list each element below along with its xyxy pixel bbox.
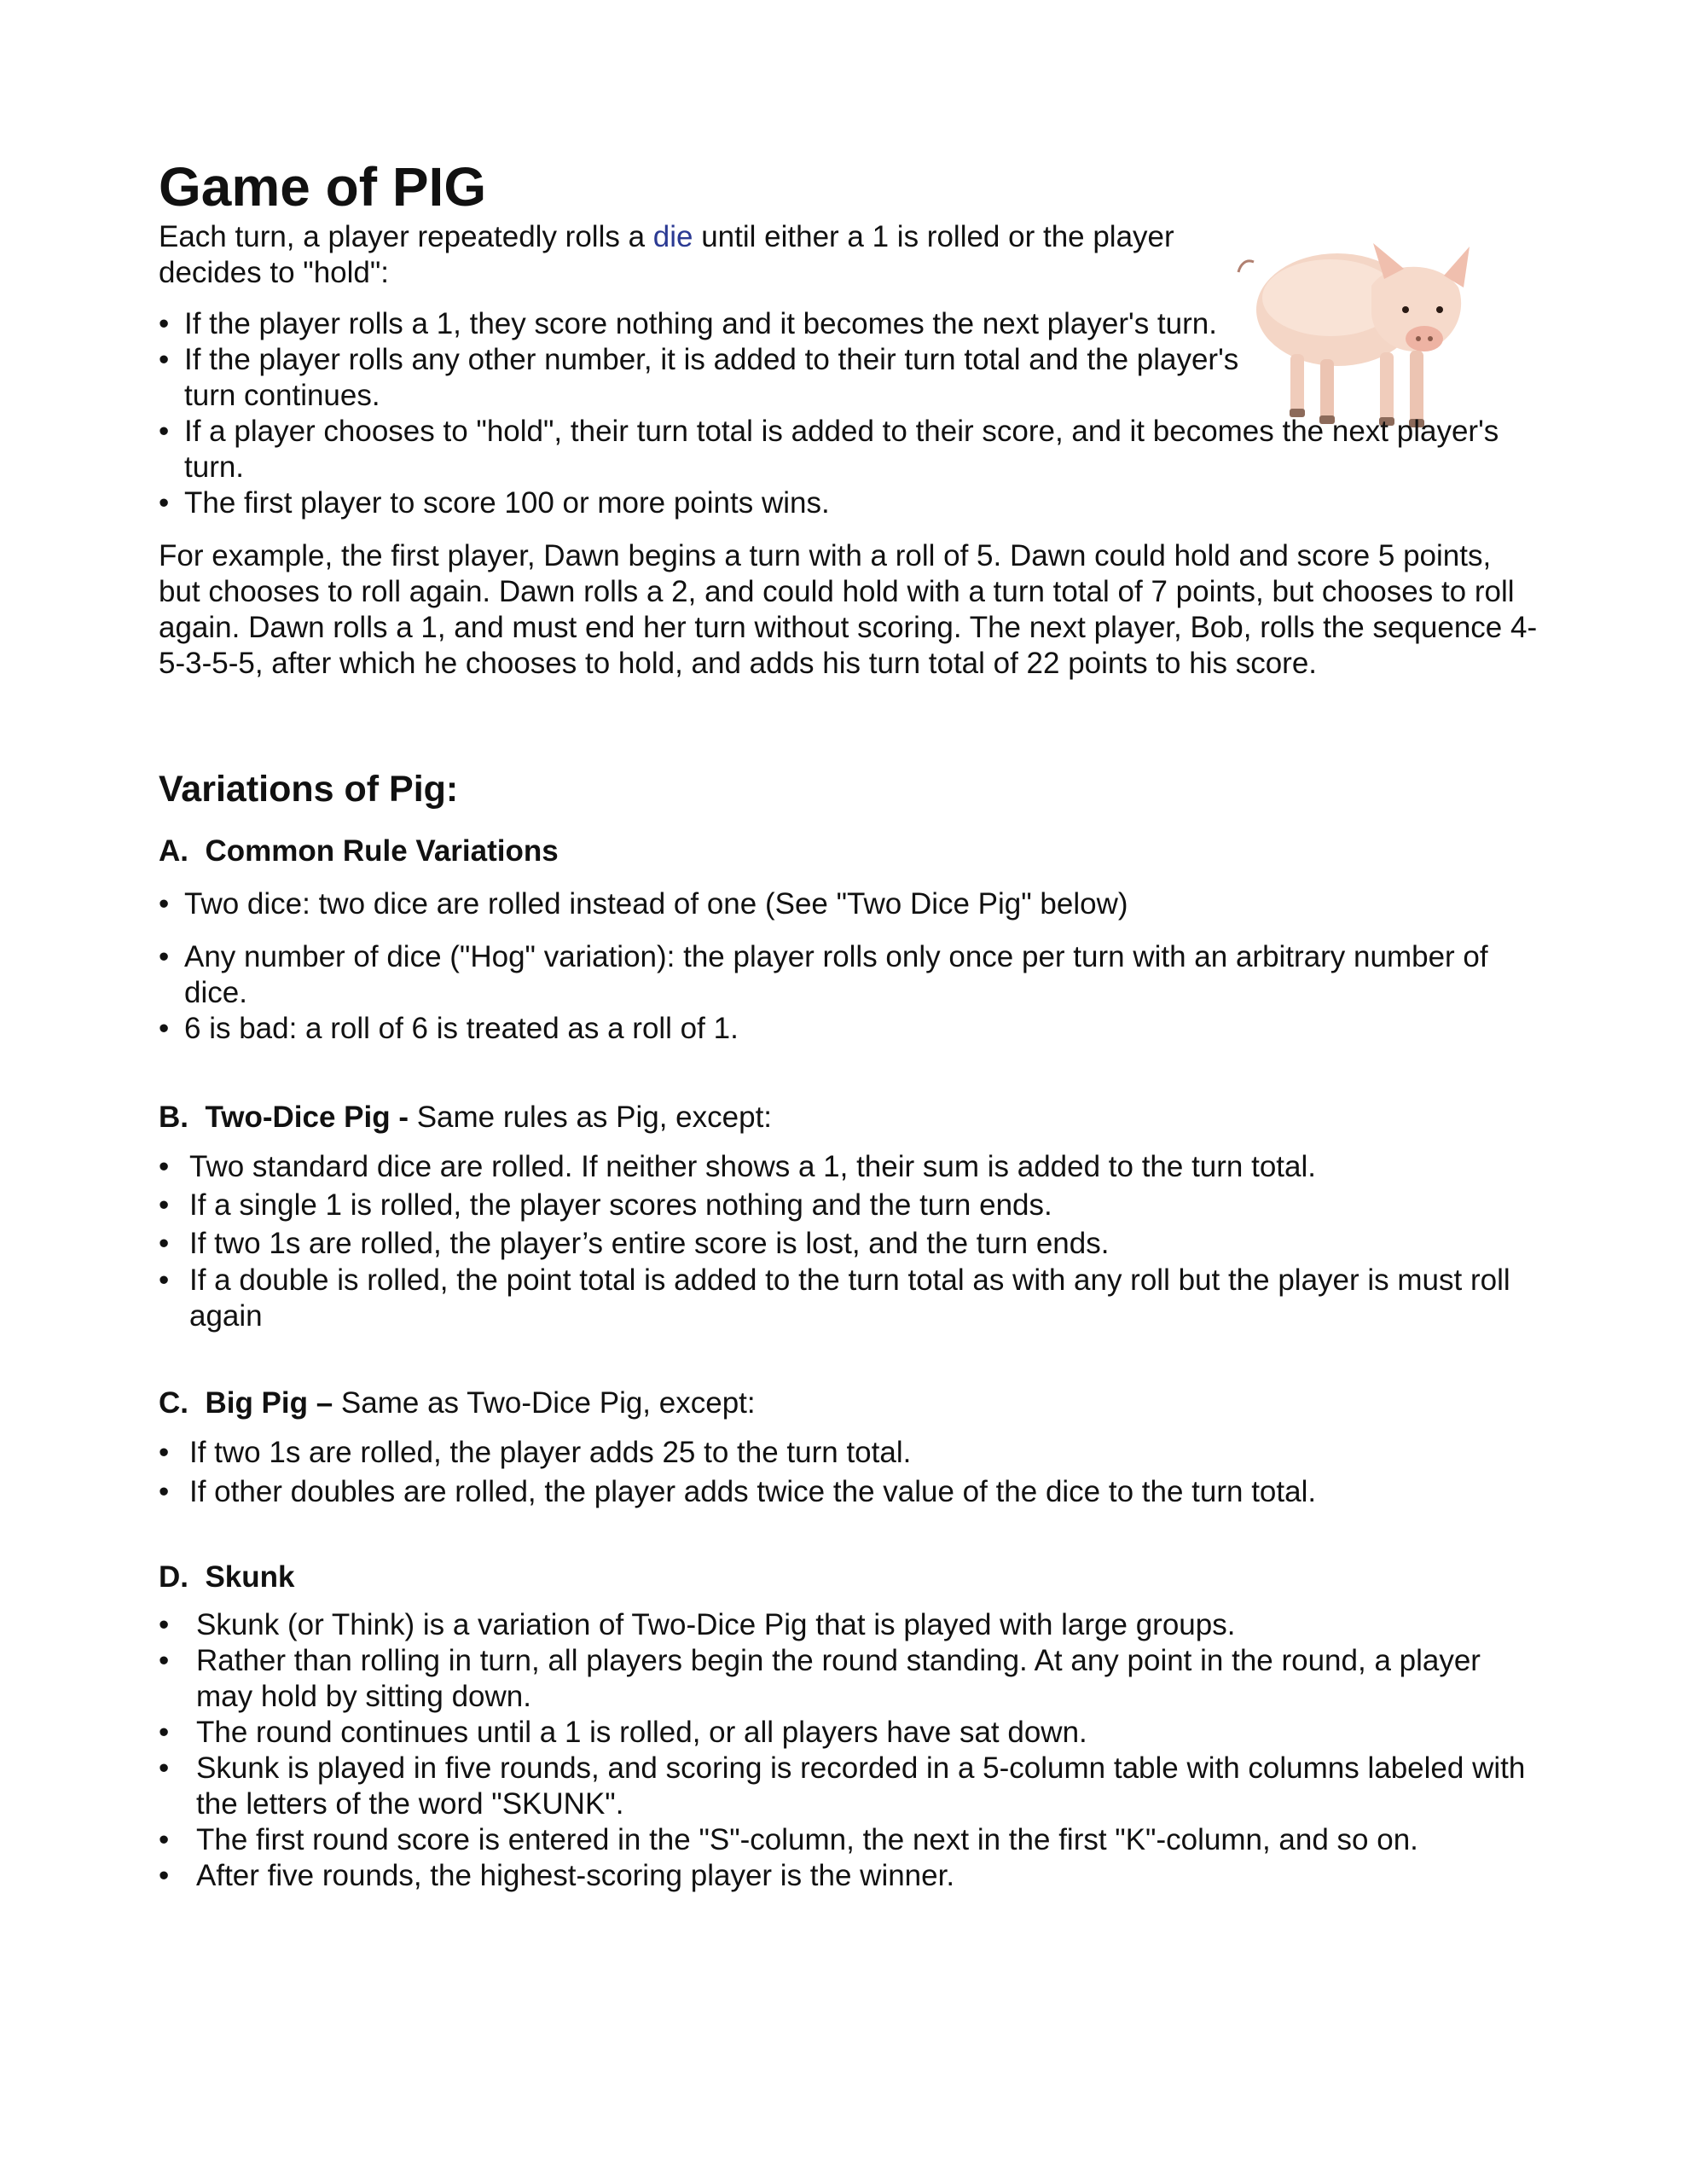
list-item: • Any number of dice ("Hog" variation): the player rolls only once per turn with an arbitrary number of dice. [159,939,1540,1011]
section-description: Same as Two-Dice Pig, except: [333,1386,756,1420]
page-title: Game of PIG [159,156,487,218]
section-heading [159,1100,1540,1136]
rule-item: • If the player rolls a 1, they score nothing and it becomes the next player's turn. [159,306,1242,342]
list-item: • If a double is rolled, the point total is added to the turn total as with any roll but the player is must roll again [159,1263,1520,1334]
list-item: • Two dice: two dice are rolled instead of one (See "Two Dice Pig" below) [159,886,1540,922]
rule-item: • If a player chooses to "hold", their turn total is added to their score, and it becomes the next player's turn. [159,414,1540,485]
section-big-pig [159,1385,1540,1512]
list-item: • After five rounds, the highest-scoring player is the winner. [159,1858,1540,1894]
document-content [159,156,1540,1894]
section-two-dice-pig [159,1100,1540,1334]
rule-item: • If the player rolls any other number, it is added to their turn total and the player's turn continues. [159,342,1242,414]
die-link[interactable]: die [652,220,693,253]
section-letter: D. [159,1560,188,1594]
list-item: • If other doubles are rolled, the player adds twice the value of the dice to the turn total. [159,1472,1540,1512]
section-list [159,1433,1540,1512]
section-letter: B. [159,1101,188,1134]
list-item: • If a single 1 is rolled, the player scores nothing and the turn ends. [159,1186,1540,1224]
intro-paragraph [159,219,1216,291]
example-paragraph: For example, the first player, Dawn begins a turn with a roll of 5. Dawn could hold and score 5 points, but chooses to roll again. Dawn rolls a 2, and could hold with a turn total of 7 points, but chooses to roll again. Dawn rolls a 1, and must end her turn without scoring. The next player, Bob, rolls the sequence 4-5-3-5-5, after which he chooses to hold, and adds his turn total of 22 points to his score. [159,539,1538,680]
section-heading [159,1560,1540,1595]
intro-text-start: Each turn, a player repeatedly rolls a [159,220,653,253]
section-list [159,886,1540,1047]
variations-heading: Variations of Pig: [159,769,459,810]
rules-list [159,306,1540,521]
section-title: Two-Dice Pig - [205,1101,409,1134]
section-heading [159,1385,1540,1421]
intro-text-end: until either a 1 is rolled or the player decides to "hold": [159,220,1174,289]
section-skunk [159,1560,1540,1894]
list-item: • Skunk (or Think) is a variation of Two-Dice Pig that is played with large groups. [159,1607,1540,1643]
rule-item: • The first player to score 100 or more points wins. [159,485,1540,521]
list-item: • If two 1s are rolled, the player adds 25 to the turn total. [159,1433,1540,1472]
section-heading [159,834,1540,869]
list-item: • Rather than rolling in turn, all players begin the round standing. At any point in the round, a player may hold by sitting down. [159,1643,1540,1715]
section-common-rule-variations [159,834,1540,1047]
list-item: • Two standard dice are rolled. If neither shows a 1, their sum is added to the turn total. [159,1147,1540,1186]
section-title: Skunk [205,1560,295,1594]
section-letter: C. [159,1386,188,1420]
section-title: Common Rule Variations [205,834,559,868]
section-list [159,1147,1540,1334]
section-letter: A. [159,834,188,868]
list-item: • The first round score is entered in the "S"-column, the next in the first "K"-column, and so on. [159,1822,1540,1858]
list-item: • If two 1s are rolled, the player’s entire score is lost, and the turn ends. [159,1224,1540,1263]
section-list [159,1607,1540,1894]
section-description: Same rules as Pig, except: [408,1101,773,1134]
list-item: • 6 is bad: a roll of 6 is treated as a roll of 1. [159,1011,1540,1047]
section-title: Big Pig – [205,1386,333,1420]
list-item: • Skunk is played in five rounds, and scoring is recorded in a 5-column table with columns labeled with the letters of the word "SKUNK". [159,1751,1540,1822]
list-item: • The round continues until a 1 is rolled, or all players have sat down. [159,1715,1540,1751]
